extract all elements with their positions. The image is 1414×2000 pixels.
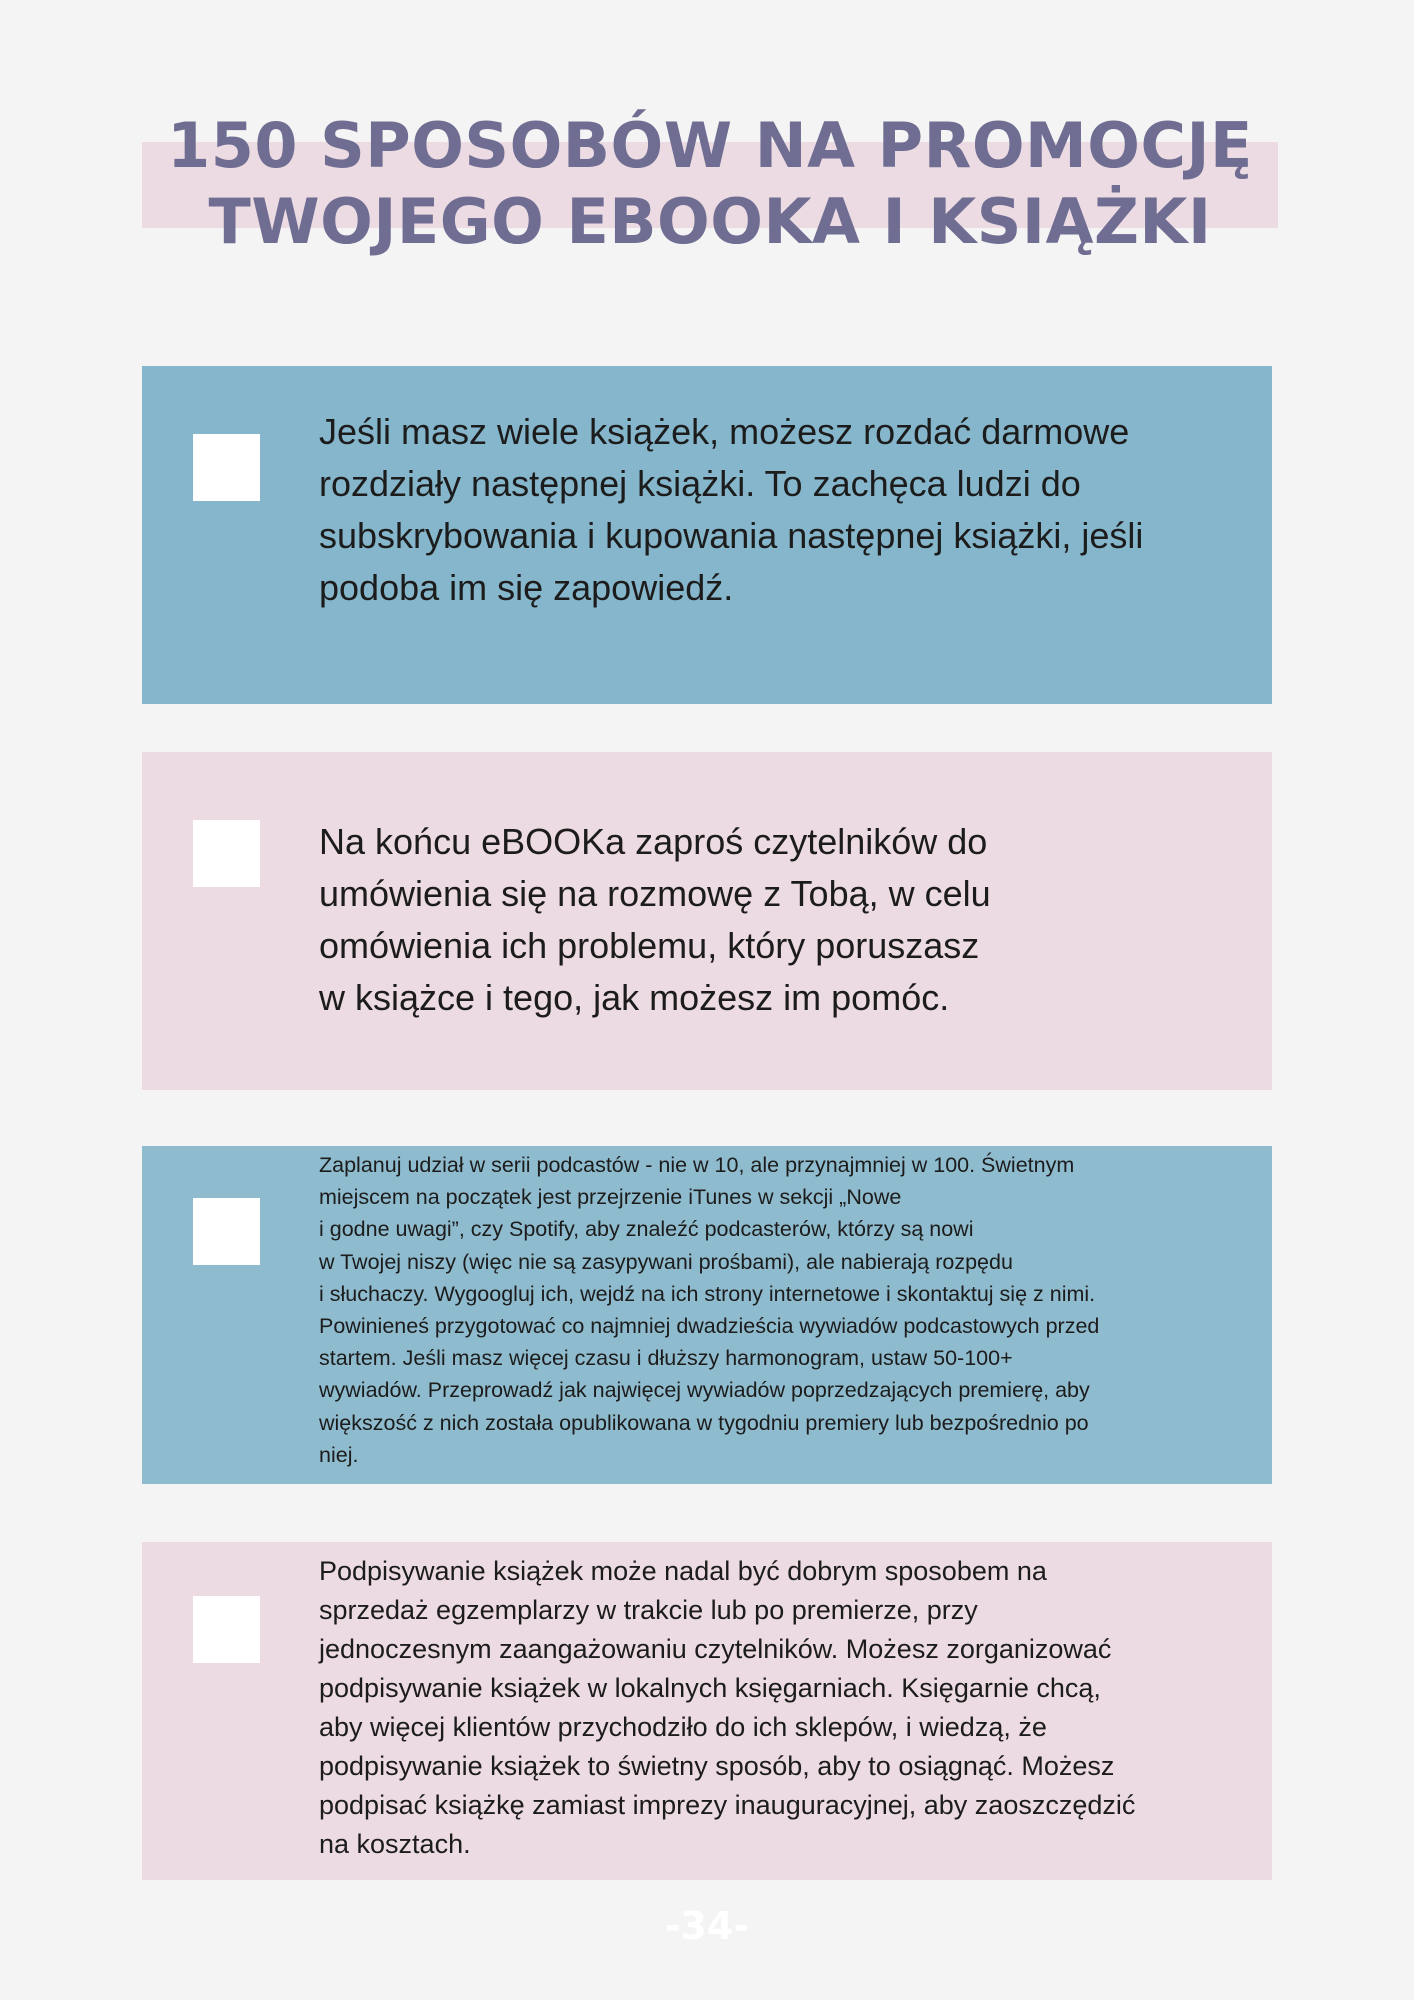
card-4-line: podpisywanie książek w lokalnych księgarniach. Księgarnie chcą, <box>319 1673 1101 1703</box>
card-3-line: startem. Jeśli masz więcej czasu i dłuższy harmonogram, ustaw 50-100+ <box>319 1346 1013 1371</box>
card-3-line: i słuchaczy. Wygoogluj ich, wejdź na ich strony internetowe i skontaktuj się z nimi. <box>319 1281 1096 1306</box>
card-3-line: Powinieneś przygotować co najmniej dwadzieścia wywiadów podcastowych przed <box>319 1314 1100 1339</box>
card-2-text <box>319 816 1249 1024</box>
card-1-line: subskrybowania i kupowania następnej książki, jeśli <box>319 515 1144 556</box>
title-line-2: TWOJEGO EBOOKA I KSIĄŻKI <box>208 185 1212 258</box>
card-3-line: Zaplanuj udział w serii podcastów - nie w 10, ale przynajmniej w 100. Świetnym <box>319 1153 1075 1177</box>
promo-card-4 <box>142 1542 1272 1880</box>
card-4-line: jednoczesnym zaangażowaniu czytelników. Możesz zorganizować <box>319 1634 1112 1664</box>
card-4-line: aby więcej klientów przychodziło do ich sklepów, i wiedzą, że <box>319 1712 1047 1742</box>
promo-card-2 <box>142 752 1272 1090</box>
card-2-line: omówienia ich problemu, który poruszasz <box>319 925 980 966</box>
title-line-1: 150 SPOSOBÓW NA PROMOCJĘ <box>167 109 1253 182</box>
card-3-line: niej. <box>319 1442 359 1467</box>
card-1-line: podoba im się zapowiedź. <box>319 567 734 608</box>
card-3-line: miejscem na początek jest przejrzenie iTunes w sekcji „Nowe <box>319 1185 902 1210</box>
card-4-line: Podpisywanie książek może nadal być dobrym sposobem na <box>319 1556 1047 1586</box>
card-3-line: większość z nich została opublikowana w tygodniu premiery lub bezpośrednio po <box>319 1410 1089 1435</box>
card-3-checkbox[interactable] <box>193 1198 260 1265</box>
card-1-checkbox[interactable] <box>193 434 260 501</box>
card-4-checkbox[interactable] <box>193 1596 260 1663</box>
card-1-line: rozdziały następnej książki. To zachęca ludzi do <box>319 463 1081 504</box>
card-2-line: umówienia się na rozmowę z Tobą, w celu <box>319 873 991 914</box>
card-3-line: w Twojej niszy (więc nie są zasypywani prośbami), ale nabierają rozpędu <box>319 1249 1013 1274</box>
card-4-line: na kosztach. <box>319 1829 471 1859</box>
card-3-line: i godne uwagi”, czy Spotify, aby znaleźć podcasterów, którzy są nowi <box>319 1217 974 1242</box>
card-2-line: w książce i tego, jak możesz im pomóc. <box>319 977 950 1018</box>
card-3-line: wywiadów. Przeprowadź jak najwięcej wywiadów poprzedzających premierę, aby <box>319 1378 1090 1403</box>
card-4-text <box>319 1552 1239 1864</box>
card-4-line: podpisywanie książek to świetny sposób, aby to osiągnąć. Możesz <box>319 1751 1115 1781</box>
page-number: -34- <box>664 1904 750 1948</box>
card-2-checkbox[interactable] <box>193 820 260 887</box>
page-title <box>142 108 1278 260</box>
card-1-line: Jeśli masz wiele książek, możesz rozdać darmowe <box>319 411 1130 452</box>
card-4-line: podpisać książkę zamiast imprezy inauguracyjnej, aby zaoszczędzić <box>319 1790 1136 1820</box>
card-3-text <box>319 1149 1239 1471</box>
card-1-text <box>319 406 1249 614</box>
card-4-line: sprzedaż egzemplarzy w trakcie lub po premierze, przy <box>319 1595 978 1625</box>
promo-card-3 <box>142 1146 1272 1484</box>
promo-card-1 <box>142 366 1272 704</box>
card-2-line: Na końcu eBOOKa zaproś czytelników do <box>319 821 988 862</box>
